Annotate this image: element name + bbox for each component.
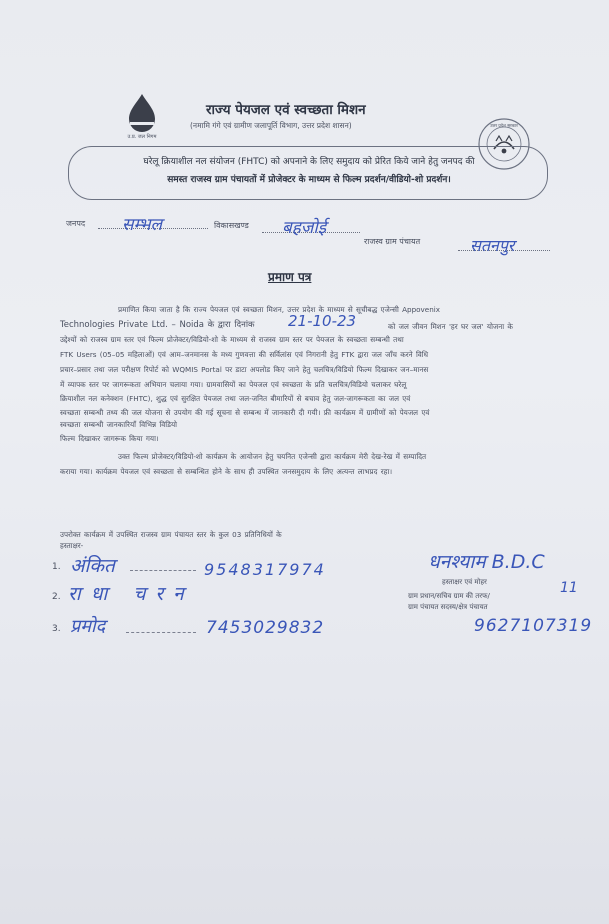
para1-line-8: क्रियाशील नल कनेक्शन (FHTC), शुद्ध एवं सुरक्षित पेयजल तथा जल-जनित बीमारियों से बचाव हेतु जल-जागरूकता का जल एवं: [60, 394, 411, 403]
logo-right-caption: उत्तर प्रदेश सरकार: [490, 123, 518, 128]
org-subtitle: (नमामि गंगे एवं ग्रामीण जलापूर्ति विभाग, उत्तर प्रदेश शासन): [190, 121, 352, 130]
block-label: विकासखण्ड: [214, 221, 249, 230]
rep-1-line: [130, 570, 196, 571]
para1-line-7: में व्यापक स्तर पर जागरूकता अभियान चलाया गया। ग्रामवासियों का पेयजल एवं स्वच्छता के प्रति चलचित्र/विडियो चलाकर घरेलू: [60, 380, 407, 389]
gp-value: सतनपुर: [470, 236, 515, 255]
para1-line-1: प्रमाणित किया जाता है कि राज्य पेयजल एवं स्वच्छता मिशन, उत्तर प्रदेश के माध्यम से सूचीबद्ध एजेन्सी Appovenix: [118, 305, 441, 314]
para1-line-10: स्वच्छता सम्बन्धी जानकारियाँ विभिन्न विडियो: [60, 420, 178, 429]
rep-3-number: 3.: [52, 624, 61, 634]
banner-line-2: समस्त राजस्व ग्राम पंचायतों में प्रोजेक्टर के माध्यम से फिल्म प्रदर्शन/वीडियो-शो प्रदर्शन।: [167, 175, 451, 185]
sign-label-3: ग्राम पंचायत सदस्य/क्षेत्र पंचायत: [408, 603, 488, 611]
pradhan-mark: 11: [560, 580, 578, 596]
para1-line-5: FTK Users (05–05 महिलाओं) एवं आम–जनमानस के मध्य गुणवत्ता की सर्विलांस एवं निगरानी हेतु FTK द्वारा जल जाँच करने विधि: [60, 350, 429, 359]
banner-line-1: घरेलू क्रियाशील नल संयोजन (FHTC) को अपनाने के लिए समुदाय को प्रेरित किये जाने हेतु जनपद की: [143, 157, 475, 167]
gp-label: राजस्व ग्राम पंचायत: [364, 237, 421, 246]
subject-banner-text: [84, 153, 534, 189]
jal-nigam-logo-icon: [120, 92, 164, 144]
signatures-intro-line-2: हस्ताक्षर-: [60, 541, 84, 550]
district-value: सम्भल: [122, 215, 163, 235]
district-label: जनपद: [66, 219, 86, 228]
block-value: बहजोई: [282, 218, 327, 238]
rep-1-signature: अंकित: [70, 555, 115, 577]
pradhan-signature: धनश्याम B.D.C: [428, 551, 545, 573]
para1-line-9: स्वच्छता सम्बन्धी तथ्य की जल योजना से उपयोग की गई सूचना से सम्बन्ध में जानकारी दी गयी। फ्री कार्यक्रम में ग्रामीणों को पेयजल एवं: [60, 408, 430, 417]
logo-left-caption: उ.प्र. जल निगम: [127, 134, 157, 140]
sign-label-2: ग्राम प्रधान/सचिव ग्राम की तरफ/: [408, 592, 490, 600]
sign-label-1: हस्ताक्षर एवं मोहर: [442, 578, 487, 586]
rep-3-signature: प्रमोद: [70, 616, 106, 637]
para1-line-6: प्रचार–प्रसार तथा जल परीक्षण रिपोर्ट को WQMIS Portal पर डाटा अपलोड किए जाने हेतु चलचित्र/विडियो फिल्म दिखाकर जन–मानस: [60, 365, 429, 374]
org-title: राज्य पेयजल एवं स्वच्छता मिशन: [206, 102, 366, 118]
para2-line-2: कराया गया। कार्यक्रम पेयजल एवं स्वच्छता से सम्बन्धित होने के साथ ही उपस्थित जनसमुदाय के लिए अत्यन्त लाभप्रद रहा।: [60, 467, 393, 476]
rep-2-signature: राधा चरन: [68, 583, 194, 605]
pradhan-phone: 9627107319: [474, 616, 593, 636]
signatures-intro-line-1: उपरोक्त कार्यक्रम में उपस्थित राजस्व ग्राम पंचायत स्तर के कुल 03 प्रतिनिधियों के: [60, 530, 282, 539]
rep-3-phone: 7453029832: [206, 618, 325, 638]
para1-line-11: फिल्म दिखाकर जागरूक किया गया।: [60, 434, 159, 443]
rep-1-phone: 9548317974: [204, 560, 326, 579]
rep-2-number: 2.: [52, 592, 61, 602]
para2-line-1: उक्त फिल्म प्रोजेक्टर/विडियो-शो कार्यक्रम के आयोजन हेतु चयनित एजेन्सी द्वारा कार्यक्रम मेरी देख-रेख में सम्पादित: [118, 452, 427, 461]
date-value: 21-10-23: [288, 312, 357, 330]
para1-line-4: उद्देश्यों को राजस्व ग्राम स्तर एवं फिल्म प्रोजेक्टर/विडियो-शो के माध्यम से राजस्व ग्राम स्तर पर पेयजल के स्वच्छता सम्बन्धी तथा: [60, 335, 404, 344]
rep-1-number: 1.: [52, 562, 61, 572]
rep-3-line: [126, 632, 196, 633]
certificate-title: प्रमाण पत्र: [268, 270, 312, 284]
para1-line-2: Technologies Private Ltd. – Noida के द्वारा दिनांक: [60, 320, 255, 330]
para1-line-3: को जल जीवन मिशन 'हर घर जल' योजना के: [388, 322, 513, 331]
